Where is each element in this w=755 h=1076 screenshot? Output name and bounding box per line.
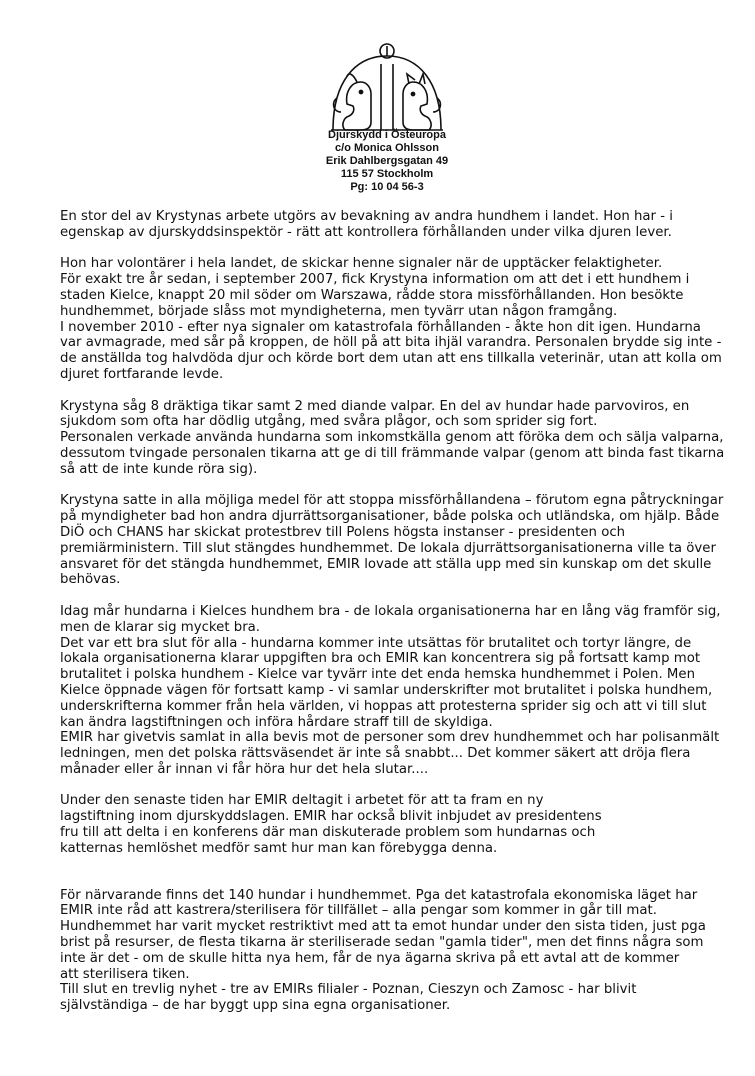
text-line: egenskap av djurskyddsinspektör - rätt att kontrollera förhållanden under vilka djuren lever. [60, 224, 672, 240]
text-line: ansvaret för det stängda hundhemmet, EMIR lovade att ställa upp med sin kunskap om det skulle [60, 556, 712, 572]
dog-figure [343, 82, 371, 130]
text-line: underskrifterna kommer från hela världen, vi hoppas att protesterna sprider sig och att vi till slut [60, 698, 707, 714]
letterhead-address [277, 129, 497, 194]
text-line: DiÖ och CHANS har skickat protestbrev till Polens högsta instanser - presidenten och [60, 524, 626, 540]
text-line: behövas. [60, 572, 121, 588]
text-line: hundhemmet, började slåss mot myndigheterna, men tyvärr utan någon framgång. [60, 303, 618, 319]
text-line: djuret fortfarande levde. [60, 366, 224, 382]
text-line: Krystyna såg 8 dräktiga tikar samt 2 med diande valpar. En del av hundar hade parvoviros, en [60, 398, 690, 414]
text-line: att sterilisera tiken. [60, 966, 190, 982]
arch-outline [333, 56, 441, 130]
text-line: brutalitet i polska hundhem - Kielce var tyvärr inte det enda hemska hundhemmet i Polen. Men [60, 667, 696, 683]
letter-body [60, 209, 725, 1030]
text-line: Till slut en trevlig nyhet - tre av EMIRs filialer - Poznan, Cieszyn och Zamosc - har blivit [60, 982, 637, 998]
text-line: Idag mår hundarna i Kielces hundhem bra - de lokala organisationerna har en lång väg framför sig, [60, 603, 721, 619]
text-line: staden Kielce, knappt 20 mil söder om Warszawa, rådde stora missförhållanden. Hon besökte [60, 287, 684, 303]
text-line: I november 2010 - efter nya signaler om katastrofala förhållanden - åkte hon dit igen. Hundarna [60, 319, 701, 335]
cat-figure [403, 82, 431, 130]
text-line: var avmagrade, med sår på kroppen, de höll på att bita ihjäl varandra. Personalen brydde sig inte - [60, 335, 722, 351]
text-line: kan ändra lagstiftningen och införa hårdare straff till de skyldiga. [60, 714, 493, 730]
text-line: så att de inte kunde röra sig). [60, 461, 258, 477]
organization-logo [327, 42, 447, 134]
text-line: månader eller år innan vi får höra hur det hela slutar.... [60, 761, 429, 777]
text-line: Krystyna satte in alla möjliga medel för att stoppa missförhållandena – förutom egna påtryckningar [60, 493, 724, 509]
text-line: Personalen verkade använda hundarna som inkomstkälla genom att föröka dem och sälja valparna, [60, 430, 724, 446]
text-line: För närvarande finns det 140 hundar i hundhemmet. Pga det katastrofala ekonomiska läget har [60, 887, 698, 903]
paragraph-1 [60, 209, 720, 241]
text-line: sjukdom som ofta har dödlig utgång, med svåra plågor, och som sprider sig fort. [60, 414, 598, 430]
text-line: lokala organisationerna klarar uppgiften bra och EMIR kan koncentrera sig på fortsatt kamp mot [60, 651, 701, 667]
text-line: inte är det - om de skulle hitta nya hem, får de nya ägarna skriva på ett avtal att de kommer [60, 950, 680, 966]
text-line: lagstiftning inom djurskyddslagen. EMIR har också blivit inbjudet av presidentens [60, 809, 602, 825]
text-line: Kielce öppnade vägen för fortsatt kamp - vi samlar underskrifter mot brutalitet i polska hundhem, [60, 682, 713, 698]
postal-city: 115 57 Stockholm [340, 168, 434, 180]
text-line: brist på resurser, de flesta tikarna är steriliserade sedan "gamla tider", men det finns några som [60, 935, 704, 951]
paragraph-7 [60, 888, 720, 1014]
text-line: För exakt tre år sedan, i september 2007, fick Krystyna information om att det i ett hundhem i [60, 272, 690, 288]
postgiro-number: Pg: 10 04 56-3 [350, 181, 424, 193]
care-of-line: c/o Monica Ohlsson [335, 142, 439, 154]
org-name: Djurskydd i Östeuropa [328, 129, 446, 141]
paragraph-3 [60, 398, 725, 478]
paragraph-5 [60, 604, 720, 778]
text-line: premiärministern. Till slut stängdes hundhemmet. De lokala djurrättsorganisationerna ville ta över [60, 540, 716, 556]
text-line: dessutom tvingade personalen tikarna att ge di till främmande valpar (genom att binda fast tikarna [60, 445, 725, 461]
text-line: Hundhemmet har varit mycket restriktivt med att ta emot hundar under den sista tiden, just pga [60, 919, 706, 935]
text-line: Det var ett bra slut för alla - hundarna kommer inte utsättas för brutalitet och tortyr längre, de [60, 635, 692, 651]
text-line: katternas hemlöshet medför samt hur man kan förebygga denna. [60, 840, 498, 856]
text-line: Under den senaste tiden har EMIR deltagit i arbetet för att ta fram en ny [60, 793, 544, 809]
text-line: självständiga – de har byggt upp sina egna organisationer. [60, 998, 451, 1014]
street-address: Erik Dahlbergsgatan 49 [325, 155, 449, 167]
paragraph-6 [60, 793, 720, 856]
text-line: ledningen, men det polska rättsväsendet är inte så snabbt... Det kommer säkert att dröja flera [60, 746, 691, 762]
text-line: fru till att delta i en konferens där man diskuterade problem som hundarnas och [60, 825, 596, 841]
text-line: Hon har volontärer i hela landet, de skickar henne signaler när de upptäcker felaktigheter. [60, 256, 663, 272]
text-line: EMIR har givetvis samlat in alla bevis mot de personer som drev hundhemmet och har polisanmält [60, 730, 720, 746]
text-line: EMIR inte råd att kastrera/sterilisera för tillfället – alla pengar som kommer in går till mat. [60, 903, 657, 919]
text-line: på myndigheter bad hon andra djurrättsorganisationer, både polska och utländska, om hjälp. Både [60, 509, 720, 525]
paragraph-4 [60, 493, 724, 588]
paragraph-2 [60, 256, 720, 382]
text-line: men de klarar sig mycket bra. [60, 619, 261, 635]
text-line: En stor del av Krystynas arbete utgörs av bevakning av andra hundhem i landet. Hon har - i [60, 209, 673, 224]
text-line: de anställda tog halvdöda djur och körde bort dem utan att ens tillkalla veterinär, utan att kolla om [60, 351, 722, 367]
